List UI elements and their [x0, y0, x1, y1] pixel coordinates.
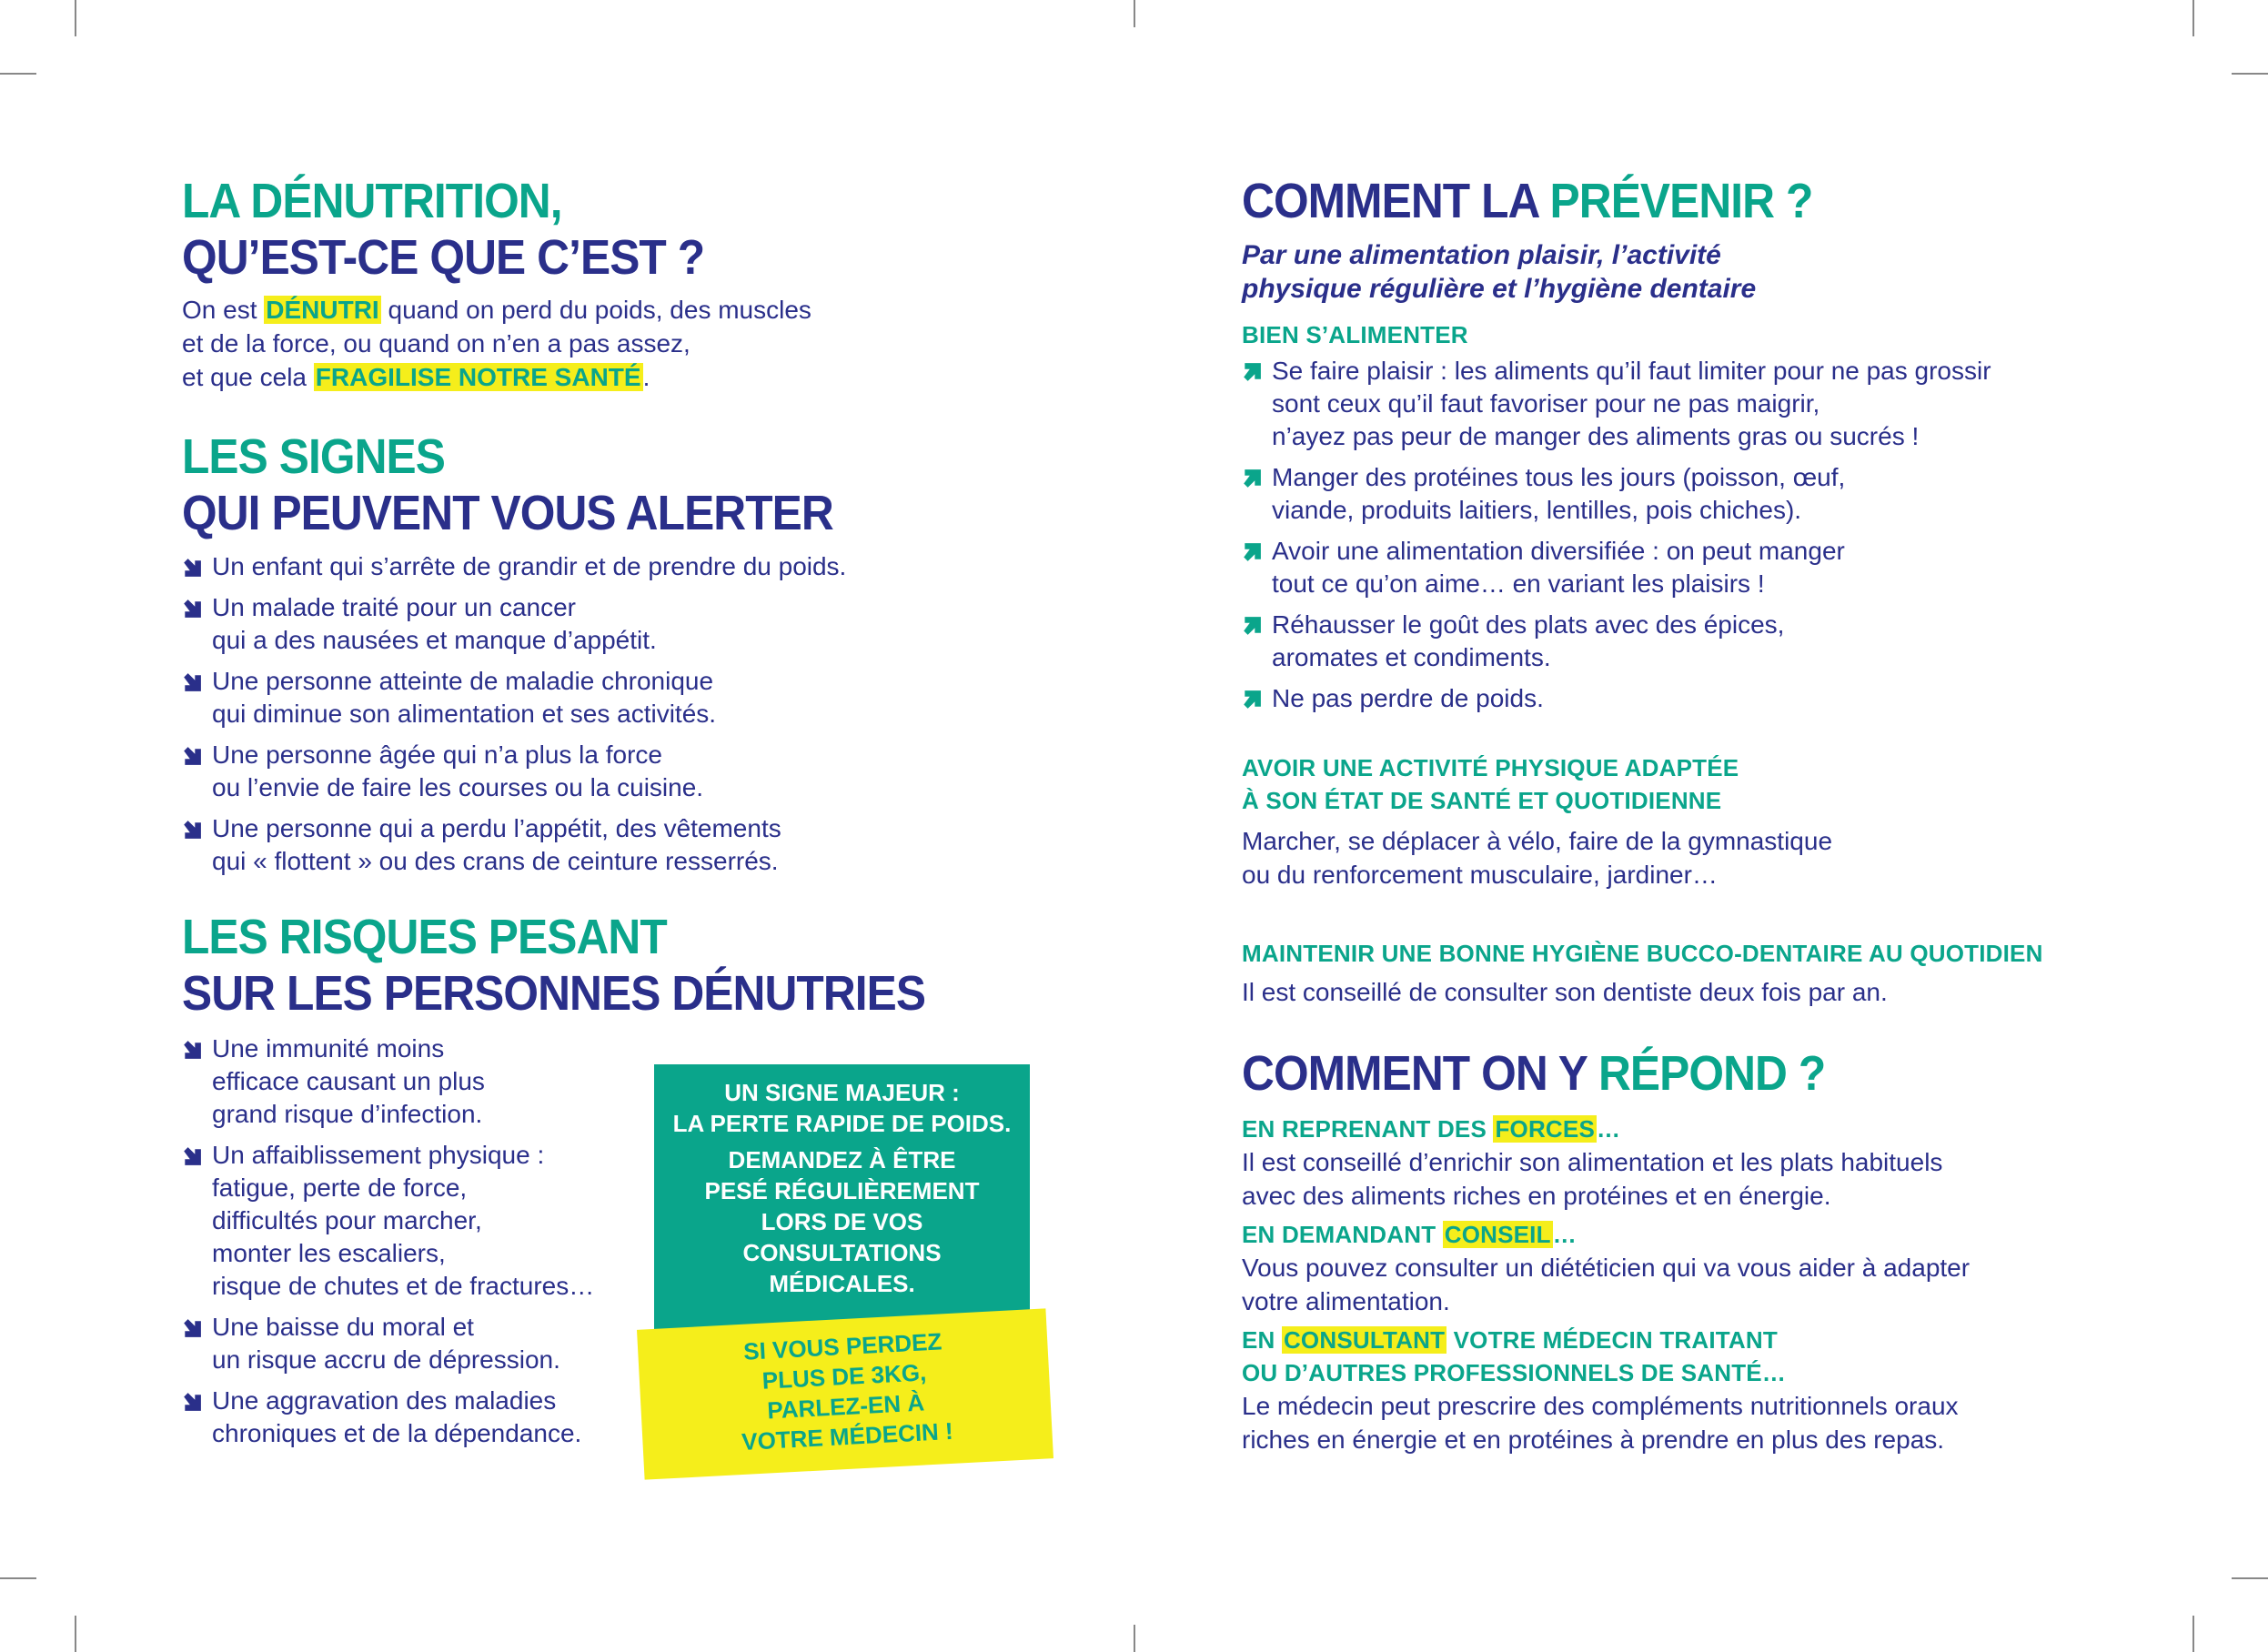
activity-text: Marcher, se déplacer à vélo, faire de la gymnastique ou du renforcement musculaire, jardiner…: [1242, 827, 1833, 889]
list-item-text: aromates et condiments.: [1272, 643, 1551, 671]
callout-line: PESÉ RÉGULIÈREMENT: [704, 1177, 980, 1204]
callout-line: DEMANDEZ À ÊTRE: [728, 1146, 956, 1174]
highlight: CONSEIL: [1444, 1221, 1551, 1248]
crop-mark: [2232, 73, 2268, 75]
list-item: [182, 665, 1092, 730]
callout-major-sign: [654, 1064, 1030, 1337]
list-item-text: un risque accru de dépression.: [212, 1345, 560, 1374]
subheading: EN DEMANDANT CONSEIL…: [1242, 1221, 1577, 1248]
prevention-list: [1242, 355, 2206, 715]
crop-mark: [2192, 0, 2194, 36]
arrow-up-right-icon: [1242, 616, 1262, 636]
callout-line: SI VOUS PERDEZ: [742, 1327, 942, 1365]
crop-mark: [75, 1616, 76, 1652]
list-item-text: grand risque d’infection.: [212, 1100, 483, 1128]
list-item-text: qui diminue son alimentation et ses activités.: [212, 700, 717, 728]
callout-line: UN SIGNE MAJEUR :: [724, 1079, 960, 1106]
list-item-text: viande, produits laitiers, lentilles, pois chiches).: [1272, 496, 1802, 524]
arrow-down-right-icon: [182, 1318, 202, 1338]
crop-mark: [0, 1577, 36, 1579]
response-text: Il est conseillé d’enrichir son alimentation et les plats habituels avec des aliments riches en protéines et en énergie.: [1242, 1148, 1943, 1210]
list-item-text: chroniques et de la dépendance.: [212, 1419, 582, 1447]
callout-weight-loss: [637, 1308, 1053, 1479]
right-page: [1242, 173, 2206, 1456]
signs-list: [182, 550, 1092, 878]
list-item-text: Réhausser le goût des plats avec des épices,: [1272, 610, 1785, 639]
section-title: COMMENT LA PRÉVENIR ?: [1242, 174, 1813, 228]
list-item-text: Un enfant qui s’arrête de grandir et de prendre du poids.: [212, 552, 847, 580]
section-signes: [182, 428, 1092, 878]
callout-line: MÉDICALES.: [769, 1270, 915, 1297]
list-item: [182, 1032, 655, 1131]
section-title: SUR LES PERSONNES DÉNUTRIES: [182, 966, 926, 1021]
callout-line: PLUS DE 3KG,: [761, 1358, 927, 1395]
list-item: [182, 1139, 655, 1303]
list-item-text: Une baisse du moral et: [212, 1313, 474, 1341]
list-item: [1242, 461, 2206, 527]
arrow-up-right-icon: [1242, 690, 1262, 710]
list-item-text: fatigue, perte de force,: [212, 1174, 468, 1202]
list-item: [182, 591, 1092, 657]
subheading: EN CONSULTANT VOTRE MÉDECIN TRAITANT OU D’AUTRES PROFESSIONNELS DE SANTÉ…: [1242, 1326, 1787, 1386]
response-text: Le médecin peut prescrire des compléments nutritionnels oraux riches en énergie et en protéines à prendre en plus des repas.: [1242, 1392, 1959, 1454]
list-item: [1242, 535, 2206, 600]
list-item-text: Une personne âgée qui n’a plus la force: [212, 740, 663, 769]
list-item-text: sont ceux qu’il faut favoriser pour ne pas maigrir,: [1272, 389, 1820, 418]
list-item-text: qui « flottent » ou des crans de ceinture resserrés.: [212, 847, 779, 875]
subheading: AVOIR UNE ACTIVITÉ PHYSIQUE ADAPTÉE À SON ÉTAT DE SANTÉ ET QUOTIDIENNE: [1242, 754, 1739, 814]
list-item: [182, 1311, 655, 1376]
subheading: BIEN S’ALIMENTER: [1242, 321, 1468, 348]
list-item-text: Ne pas perdre de poids.: [1272, 684, 1544, 712]
list-item-text: Se faire plaisir : les aliments qu’il faut limiter pour ne pas grossir: [1272, 357, 1991, 385]
list-item-text: ou l’envie de faire les courses ou la cuisine.: [212, 773, 704, 801]
highlight: CONSULTANT: [1283, 1326, 1446, 1354]
highlight: FORCES: [1495, 1115, 1595, 1143]
list-item: [1242, 609, 2206, 674]
callout-line: PARLEZ-EN À: [766, 1388, 925, 1425]
crop-mark: [2192, 1616, 2194, 1652]
crop-mark: [1134, 1625, 1135, 1652]
list-item: [182, 739, 1092, 804]
arrow-down-right-icon: [182, 820, 202, 840]
list-item-text: efficace causant un plus: [212, 1067, 485, 1095]
arrow-up-right-icon: [1242, 468, 1262, 489]
list-item-text: Avoir une alimentation diversifiée : on peut manger: [1272, 537, 1845, 565]
section-title: COMMENT ON Y RÉPOND ?: [1242, 1046, 1826, 1101]
list-item: [1242, 682, 2206, 715]
section-title: LES RISQUES PESANT: [182, 910, 667, 964]
list-item-text: Une immunité moins: [212, 1034, 445, 1063]
list-item-text: Manger des protéines tous les jours (poisson, œuf,: [1272, 463, 1846, 491]
section-denutrition: [182, 173, 1092, 394]
highlight: FRAGILISE NOTRE SANTÉ: [315, 363, 641, 391]
arrow-down-right-icon: [182, 558, 202, 578]
list-item-text: risque de chutes et de fractures…: [212, 1272, 595, 1300]
arrow-down-right-icon: [182, 1146, 202, 1166]
list-item-text: tout ce qu’on aime… en variant les plaisirs !: [1272, 569, 1765, 598]
subheading: EN REPRENANT DES FORCES…: [1242, 1115, 1621, 1143]
section-repond: [1242, 1045, 2206, 1456]
list-item-text: Un malade traité pour un cancer: [212, 593, 576, 621]
arrow-down-right-icon: [182, 1040, 202, 1060]
callout-line: VOTRE MÉDECIN !: [741, 1416, 954, 1456]
response-text: Vous pouvez consulter un diététicien qui va vous aider à adapter votre alimentation.: [1242, 1254, 1971, 1315]
section-title: QU’EST-CE QUE C’EST ?: [182, 230, 705, 285]
section-title: QUI PEUVENT VOUS ALERTER: [182, 486, 833, 540]
highlight: DÉNUTRI: [266, 296, 379, 324]
list-item-text: qui a des nausées et manque d’appétit.: [212, 626, 657, 654]
list-item-text: n’ayez pas peur de manger des aliments gras ou sucrés !: [1272, 422, 1920, 450]
list-item-text: Une aggravation des maladies: [212, 1386, 557, 1415]
arrow-up-right-icon: [1242, 542, 1262, 562]
crop-mark: [1134, 0, 1135, 27]
intro-text: Par une alimentation plaisir, l’activité physique régulière et l’hygiène dentaire: [1242, 240, 1757, 304]
callout-line: LORS DE VOS: [761, 1208, 923, 1235]
callout-line: LA PERTE RAPIDE DE POIDS.: [672, 1110, 1012, 1137]
arrow-down-right-icon: [182, 746, 202, 766]
list-item-text: Un affaiblissement physique :: [212, 1141, 545, 1169]
crop-mark: [2232, 1577, 2268, 1579]
list-item: [182, 550, 1092, 583]
list-item: [182, 1385, 655, 1450]
callout-line: CONSULTATIONS: [742, 1239, 942, 1266]
definition-text: On est DÉNUTRI quand on perd du poids, des muscles et de la force, ou quand on n’en a pas assez, et que cela FRAGILISE NOTRE SANTÉ.: [182, 296, 811, 391]
dental-text: Il est conseillé de consulter son dentiste deux fois par an.: [1242, 978, 1888, 1006]
arrow-up-right-icon: [1242, 362, 1262, 382]
crop-mark: [0, 73, 36, 75]
list-item-text: monter les escaliers,: [212, 1239, 446, 1267]
list-item: [182, 812, 1092, 878]
list-item-text: Une personne atteinte de maladie chronique: [212, 667, 714, 695]
arrow-down-right-icon: [182, 672, 202, 692]
crop-mark: [75, 0, 76, 36]
subheading: MAINTENIR UNE BONNE HYGIÈNE BUCCO-DENTAIRE AU QUOTIDIEN: [1242, 940, 2043, 967]
arrow-down-right-icon: [182, 599, 202, 619]
list-item-text: difficultés pour marcher,: [212, 1206, 482, 1234]
section-title: LES SIGNES: [182, 429, 445, 484]
section-title: LA DÉNUTRITION,: [182, 174, 562, 228]
list-item-text: Une personne qui a perdu l’appétit, des vêtements: [212, 814, 781, 842]
arrow-down-right-icon: [182, 1392, 202, 1412]
section-prevenir: [1242, 173, 2206, 1009]
list-item: [1242, 355, 2206, 453]
risks-list: [182, 1032, 655, 1450]
